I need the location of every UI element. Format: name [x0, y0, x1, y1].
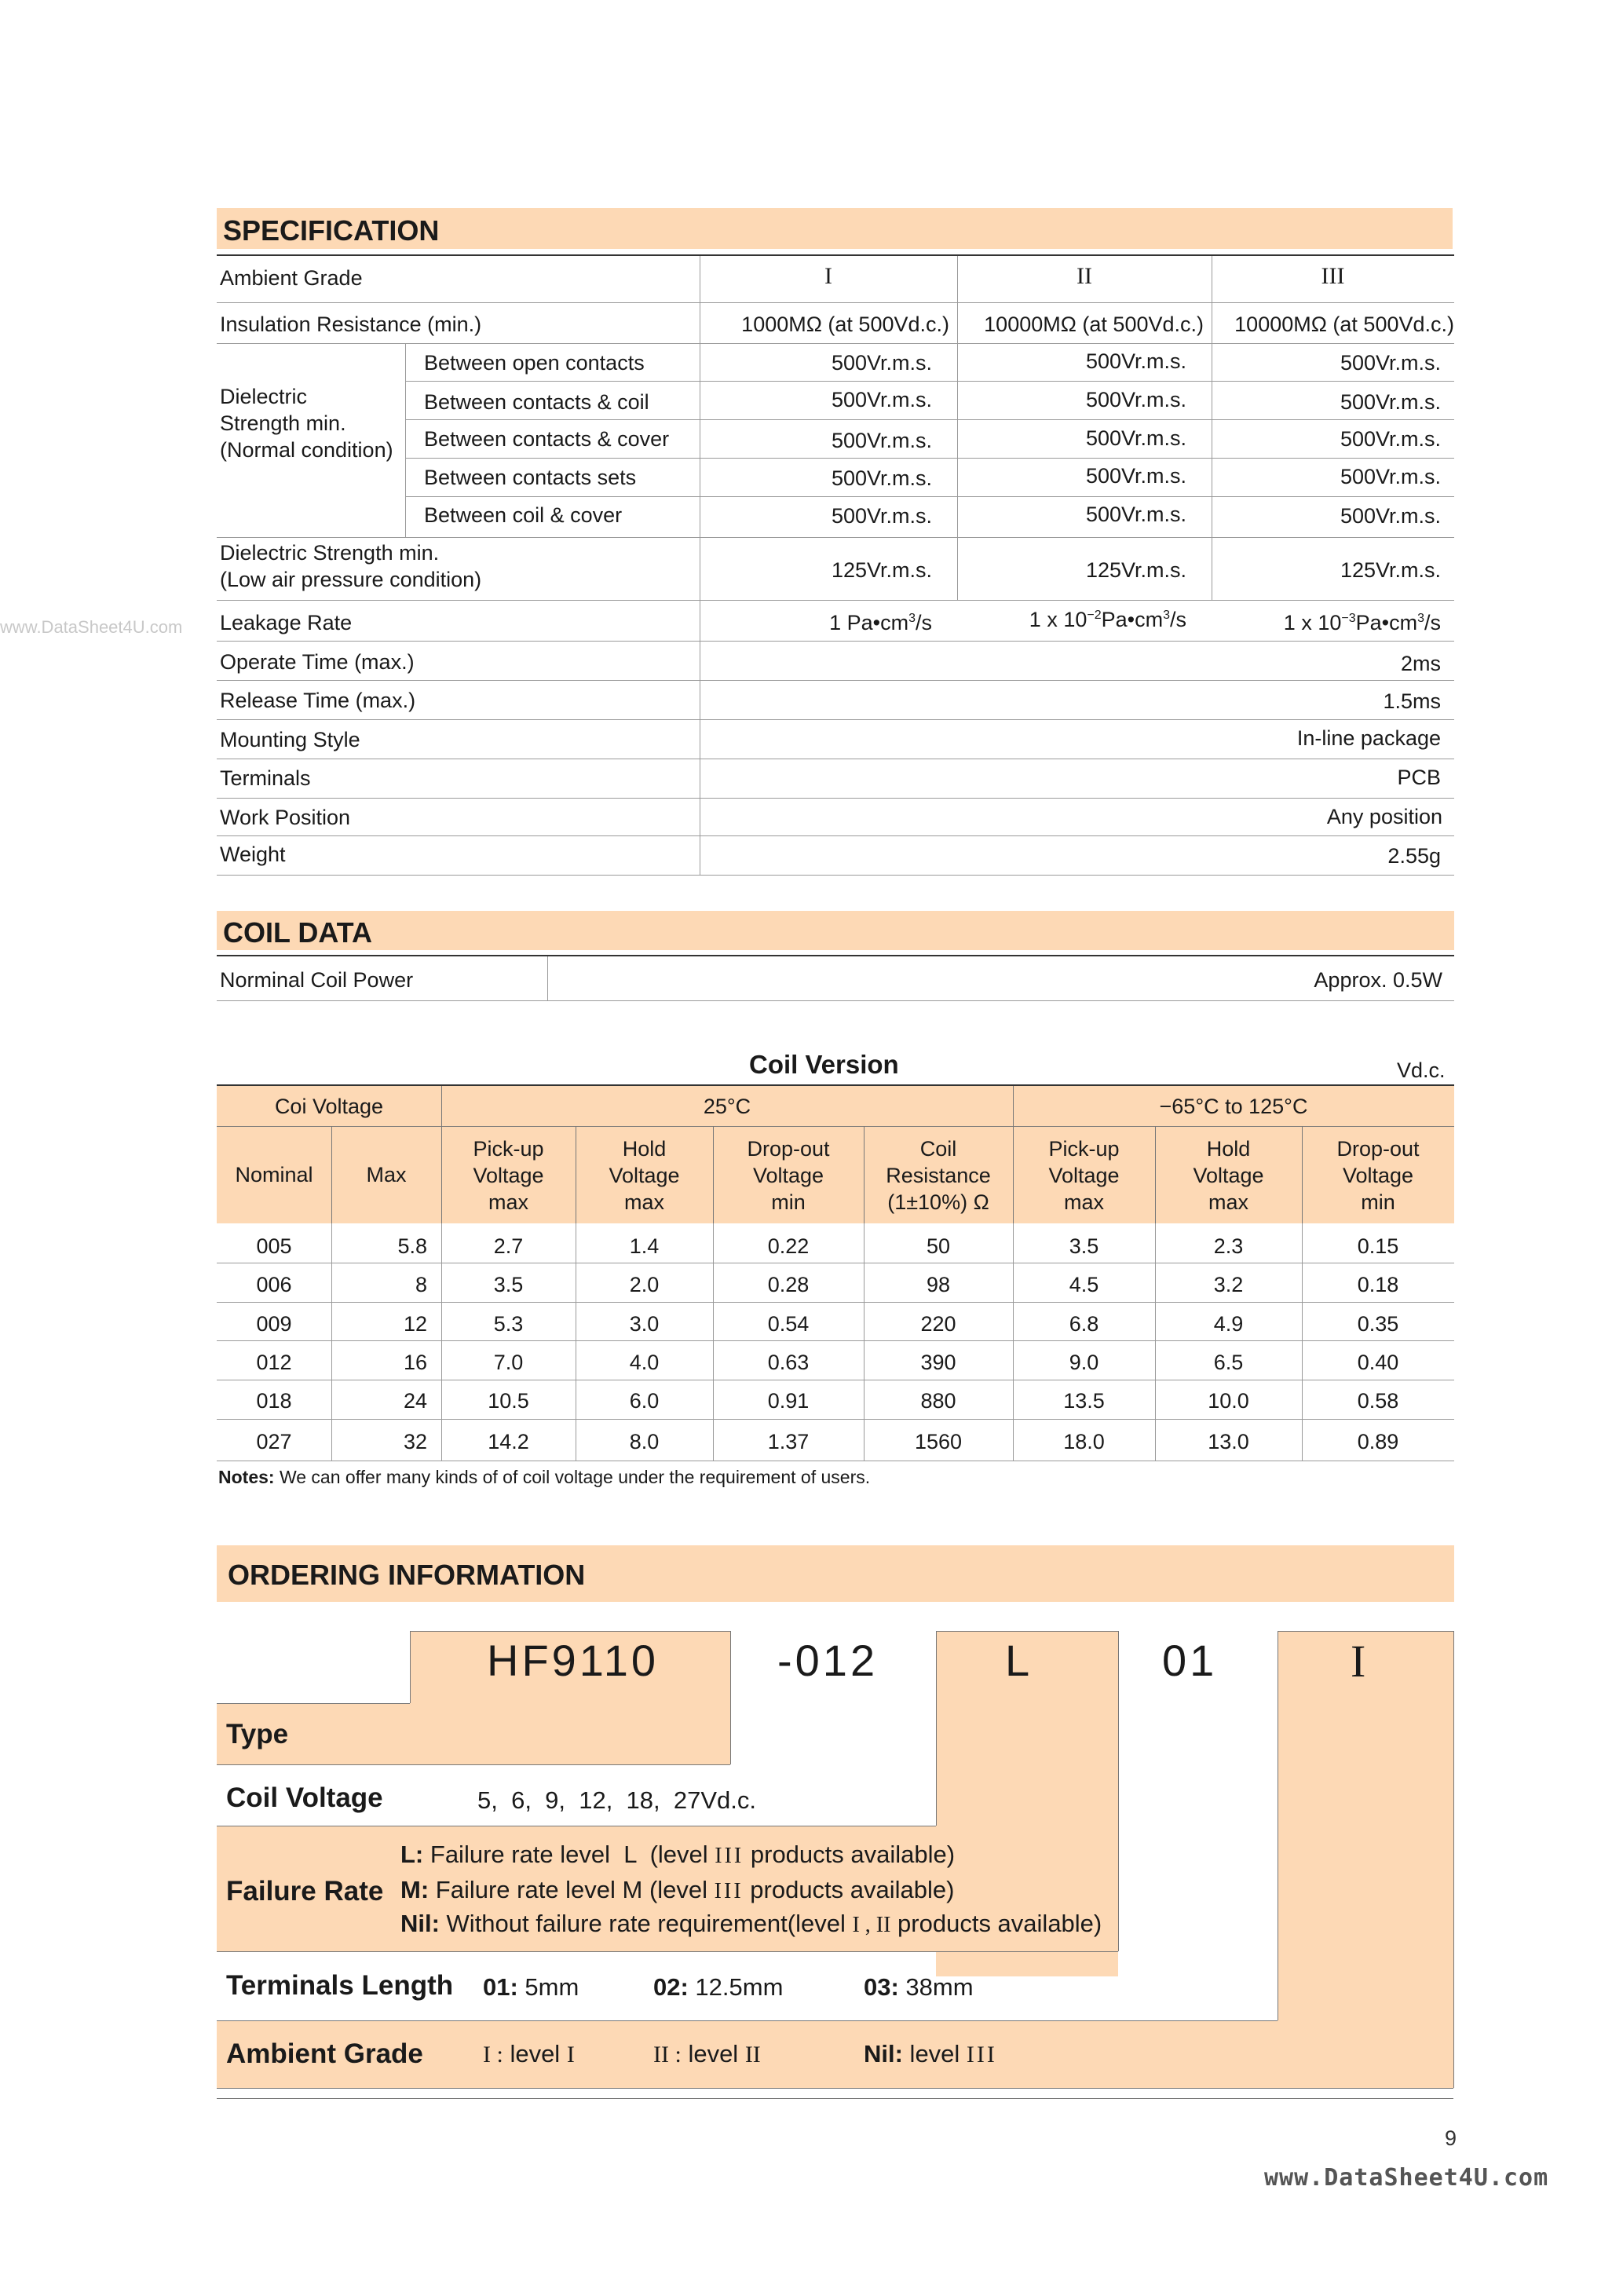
coil-cell: 9.0: [1069, 1351, 1099, 1374]
order-outline: [1278, 1631, 1453, 1632]
dielectric-low-label-1: Dielectric Strength min.: [220, 541, 440, 565]
coil-cell: 006: [256, 1273, 292, 1296]
ambient-mid: level: [681, 2040, 745, 2067]
order-outline: [936, 1631, 1118, 1632]
insulation-value-3: 10000MΩ (at 500Vd.c.): [1234, 313, 1454, 336]
coil-cell: 1.37: [767, 1430, 810, 1453]
spec-row-line: [217, 641, 1454, 642]
dielectric-row-value: 500Vr.m.s.: [831, 429, 932, 452]
th-line: Voltage: [609, 1164, 680, 1187]
coil-cell: 7.0: [493, 1351, 524, 1374]
terminals-option-1: [483, 1973, 579, 2002]
coil-body-divider: [864, 1223, 865, 1461]
order-outline: [217, 2020, 1278, 2021]
coil-cell: 0.63: [767, 1351, 810, 1374]
ambient-roman: II: [744, 2042, 761, 2067]
coil-data-bottom-rule: [217, 1000, 1454, 1001]
leakage-3-exp: −3: [1341, 612, 1356, 625]
notes-label: Notes:: [218, 1467, 275, 1487]
leakage-1-sup: 3: [908, 612, 916, 625]
dielectric-low-label-2: (Low air pressure condition): [220, 568, 482, 591]
failure-roman: III: [715, 1844, 744, 1868]
th-pickup-25: [441, 1135, 576, 1216]
dielectric-row-label: Between contacts sets: [424, 466, 637, 489]
failure-rate-line-2: [400, 1876, 954, 1904]
leakage-2-sup: 3: [1163, 609, 1170, 622]
terminal-key: 01:: [483, 1973, 518, 2001]
ambient-key: I :: [483, 2042, 503, 2067]
grade-1: I: [824, 263, 832, 289]
failure-rate-line-1: [400, 1841, 955, 1869]
order-outline: [730, 1631, 731, 1764]
dielectric-row-value: 500Vr.m.s.: [1340, 351, 1441, 375]
coil-data-top-rule: [217, 955, 1454, 956]
dielectric-row-value: 500Vr.m.s.: [831, 388, 932, 411]
coil-cell: 8.0: [629, 1430, 660, 1453]
coil-cell: 027: [256, 1430, 292, 1453]
dielectric-low-value-2: 125Vr.m.s.: [1085, 558, 1186, 582]
coil-cell: 0.15: [1357, 1234, 1399, 1258]
leakage-3-mid: Pa•cm: [1355, 611, 1418, 634]
coil-cell: 16: [403, 1351, 427, 1374]
coil-cell: 13.0: [1208, 1430, 1249, 1453]
coil-cell: 10.5: [488, 1389, 529, 1413]
coil-cell: 005: [256, 1234, 292, 1258]
coil-body-divider: [441, 1223, 442, 1461]
th-line: (1±10%) Ω: [887, 1190, 989, 1214]
th-line: Voltage: [1193, 1164, 1264, 1187]
terminals-length-label: Terminals Length: [226, 1970, 454, 2001]
coil-body-divider: [331, 1223, 332, 1461]
coil-cell: 50: [926, 1234, 951, 1258]
terminal-key: 03:: [864, 1973, 899, 2001]
coil-cell: 0.54: [767, 1312, 810, 1336]
order-bg-5: [1278, 1631, 1453, 2088]
ambient-roman: III: [966, 2042, 997, 2067]
spec-row-value: In-line package: [1296, 726, 1441, 750]
terminal-value: 5mm: [517, 1973, 579, 2001]
th-line: max: [1208, 1190, 1248, 1214]
spec-row-line: [405, 458, 1454, 459]
th-line: Voltage: [473, 1164, 544, 1187]
left-watermark: www.DataSheet4U.com: [0, 617, 183, 637]
coil-cell: 012: [256, 1351, 292, 1374]
dielectric-row-label: Between coil & cover: [424, 503, 623, 527]
coil-data-header: [217, 911, 1454, 950]
th-nominal: Nominal: [235, 1163, 313, 1186]
coil-cell: 12: [403, 1312, 427, 1336]
ambient-key: Nil:: [864, 2040, 903, 2067]
spec-row-line: [217, 719, 1454, 720]
spec-row-value: Any position: [1326, 805, 1442, 828]
coil-cell: 5.3: [493, 1312, 524, 1336]
failure-post: products available): [744, 1841, 956, 1868]
th-line: max: [488, 1190, 528, 1214]
coil-cell: 4.5: [1069, 1273, 1099, 1296]
specification-header: [217, 208, 1453, 249]
th-resistance: [864, 1135, 1013, 1216]
coil-row-line: [217, 1340, 1454, 1341]
coil-header-line: [217, 1126, 1454, 1127]
coil-cell: 0.40: [1357, 1351, 1399, 1374]
dielectric-label-line-2: Strength min.: [220, 411, 346, 435]
coil-cell: 5.8: [397, 1234, 427, 1258]
th-line: min: [1361, 1190, 1395, 1214]
order-code-failure: L: [1005, 1636, 1033, 1685]
coil-body-divider: [1155, 1223, 1156, 1461]
coil-voltage-value: 5, 6, 9, 12, 18, 27Vd.c.: [477, 1786, 757, 1814]
dielectric-label-line-1: Dielectric: [220, 385, 308, 408]
coil-cell: 0.58: [1357, 1389, 1399, 1413]
spec-row-line: [405, 496, 1454, 497]
spec-row-label: Operate Time (max.): [220, 650, 415, 674]
ordering-title: ORDERING INFORMATION: [228, 1559, 586, 1591]
leakage-value-1: [700, 611, 932, 635]
dielectric-row-value: 500Vr.m.s.: [831, 504, 932, 528]
th-line: Pick-up: [473, 1137, 544, 1161]
ambient-mid: level: [902, 2040, 967, 2067]
failure-text: Without failure rate requirement(level: [439, 1910, 853, 1937]
grade-2: II: [1077, 263, 1092, 289]
th-line: Hold: [1206, 1137, 1251, 1161]
coil-cell: 8: [415, 1273, 427, 1296]
coil-cell: 018: [256, 1389, 292, 1413]
order-outline: [217, 2088, 1453, 2089]
dielectric-row-value: 500Vr.m.s.: [831, 466, 932, 490]
failure-text: Failure rate level L (level: [423, 1841, 715, 1868]
leakage-2-post: /s: [1169, 608, 1186, 631]
insulation-value-1: 1000MΩ (at 500Vd.c.): [741, 313, 949, 336]
order-outline: [410, 1631, 411, 1703]
temp-range-header: −65°C to 125°C: [1159, 1095, 1308, 1118]
spec-row-line: [217, 835, 1454, 836]
coil-cell: 2.7: [493, 1234, 524, 1258]
terminal-value: 38mm: [898, 1973, 974, 2001]
failure-post: products available): [890, 1910, 1102, 1937]
coil-power-label: Norminal Coil Power: [220, 968, 414, 992]
ordering-header: [217, 1545, 1454, 1602]
order-outline: [217, 1951, 1118, 1952]
coil-cell: 1.4: [629, 1234, 660, 1258]
spec-row-line: [405, 381, 1454, 382]
coil-voltage-label: Coil Voltage: [226, 1782, 383, 1813]
failure-rate-label: Failure Rate: [226, 1876, 384, 1907]
coil-cell: 009: [256, 1312, 292, 1336]
spec-row-line: [217, 537, 1454, 538]
dielectric-row-value: 500Vr.m.s.: [1340, 427, 1441, 451]
footer-watermark: www.DataSheet4U.com: [1264, 2164, 1549, 2192]
coil-cell: 390: [920, 1351, 956, 1374]
th-line: Pick-up: [1048, 1137, 1120, 1161]
order-outline: [217, 1764, 730, 1765]
order-outline: [936, 1631, 937, 1826]
terminals-option-3: [864, 1973, 974, 2002]
spec-row-label: Mounting Style: [220, 728, 360, 751]
spec-row-label: Release Time (max.): [220, 689, 416, 712]
ambient-option-1: [483, 2040, 575, 2068]
coil-cell: 10.0: [1208, 1389, 1249, 1413]
coil-cell: 0.18: [1357, 1273, 1399, 1296]
th-dropout-25: [713, 1135, 864, 1216]
coil-cell: 0.35: [1357, 1312, 1399, 1336]
failure-key: M:: [400, 1876, 430, 1903]
spec-sub-divider: [405, 344, 406, 537]
order-outline: [217, 1703, 410, 1704]
temp-25-header: 25°C: [703, 1095, 751, 1118]
dielectric-label-line-3: (Normal condition): [220, 438, 393, 462]
coil-cell: 0.28: [767, 1273, 810, 1296]
coil-cell: 1560: [914, 1430, 963, 1453]
dielectric-row-value: 500Vr.m.s.: [1085, 388, 1186, 411]
type-label: Type: [226, 1719, 289, 1749]
coil-cell: 0.89: [1357, 1430, 1399, 1453]
coil-cell: 0.22: [767, 1234, 810, 1258]
coil-version-title: Coil Version: [749, 1050, 899, 1079]
coil-cell: 13.5: [1063, 1389, 1105, 1413]
notes-text: We can offer many kinds of of coil voltage under the requirement of users.: [274, 1467, 871, 1487]
dielectric-low-value-1: 125Vr.m.s.: [831, 558, 932, 582]
dielectric-row-value: 500Vr.m.s.: [1085, 426, 1186, 450]
coil-cell: 32: [403, 1430, 427, 1453]
spec-row-line: [217, 798, 1454, 799]
coil-data-title: COIL DATA: [223, 916, 372, 949]
coil-row-line: [217, 1419, 1454, 1420]
ambient-grade-order-label: Ambient Grade: [226, 2038, 423, 2069]
leakage-value-3: [1212, 611, 1441, 635]
terminal-value: 12.5mm: [688, 1973, 784, 2001]
coil-version-unit: Vd.c.: [1397, 1058, 1446, 1082]
dielectric-row-label: Between open contacts: [424, 351, 645, 375]
dielectric-row-value: 500Vr.m.s.: [1085, 464, 1186, 488]
th-max: Max: [366, 1163, 407, 1186]
dielectric-row-label: Between contacts & cover: [424, 427, 670, 451]
coil-cell: 18.0: [1063, 1430, 1105, 1453]
failure-roman: III: [714, 1879, 744, 1903]
spec-row-line: [217, 600, 1454, 601]
coil-cell: 24: [403, 1389, 427, 1413]
dielectric-row-value: 500Vr.m.s.: [1340, 390, 1441, 414]
coil-voltage-header: Coi Voltage: [274, 1095, 384, 1118]
coil-cell: 4.0: [629, 1351, 660, 1374]
coil-notes: [218, 1467, 870, 1488]
coil-cell: 220: [920, 1312, 956, 1336]
spec-row-value: 2ms: [1400, 652, 1441, 675]
leakage-value-2: [957, 608, 1186, 632]
order-code-voltage: -012: [777, 1636, 879, 1685]
terminal-key: 02:: [653, 1973, 689, 2001]
dielectric-row-value: 500Vr.m.s.: [1085, 503, 1186, 526]
order-outline: [1118, 1631, 1119, 1951]
th-line: Hold: [622, 1137, 667, 1161]
coil-cell: 3.5: [493, 1273, 524, 1296]
coil-cell: 2.0: [629, 1273, 660, 1296]
coil-body-divider: [1302, 1223, 1303, 1461]
ambient-roman: I: [566, 2042, 575, 2067]
dielectric-row-value: 500Vr.m.s.: [831, 351, 932, 375]
th-line: max: [1063, 1190, 1104, 1214]
order-outline: [1453, 1631, 1454, 2088]
dielectric-row-value: 500Vr.m.s.: [1085, 349, 1186, 373]
order-code-terminals: 01: [1162, 1636, 1218, 1685]
coil-cell: 2.3: [1213, 1234, 1244, 1258]
spec-row-label: Weight: [220, 843, 286, 866]
coil-cell: 3.0: [629, 1312, 660, 1336]
dielectric-low-value-3: 125Vr.m.s.: [1340, 558, 1441, 582]
coil-power-value: Approx. 0.5W: [1314, 968, 1442, 992]
coil-cell: 6.8: [1069, 1312, 1099, 1336]
failure-roman: I , II: [852, 1913, 891, 1937]
coil-cell: 3.2: [1213, 1273, 1244, 1296]
failure-rate-line-3: [400, 1910, 1102, 1938]
spec-row-line: [217, 343, 1454, 344]
spec-row-line: [405, 419, 1454, 420]
dielectric-row-label: Between contacts & coil: [424, 390, 649, 414]
th-line: Voltage: [1048, 1164, 1120, 1187]
coil-body-divider: [1013, 1223, 1014, 1461]
spec-row-line: [217, 680, 1454, 681]
th-line: max: [623, 1190, 664, 1214]
th-line: Drop-out: [747, 1137, 830, 1161]
coil-cell: 14.2: [488, 1430, 529, 1453]
specification-title: SPECIFICATION: [223, 214, 440, 247]
spec-row-value: PCB: [1397, 766, 1441, 789]
th-line: Drop-out: [1336, 1137, 1420, 1161]
order-bottom-rule: [217, 2098, 1453, 2099]
terminals-option-2: [653, 1973, 783, 2002]
page-number: 9: [1445, 2126, 1457, 2150]
coil-cell: 880: [920, 1389, 956, 1413]
spec-row-value: 2.55g: [1387, 844, 1441, 868]
failure-key: L:: [400, 1841, 424, 1868]
leakage-2-text: 1 x 10: [1029, 608, 1087, 631]
ambient-mid: level: [503, 2040, 567, 2067]
leakage-3-sup: 3: [1417, 612, 1424, 625]
leakage-3-text: 1 x 10: [1283, 611, 1342, 634]
spec-row-label: Terminals: [220, 766, 311, 790]
th-pickup-hot: [1013, 1135, 1155, 1216]
insulation-value-2: 10000MΩ (at 500Vd.c.): [984, 313, 1204, 336]
failure-text: Failure rate level M (level: [429, 1876, 715, 1903]
coil-cell: 98: [926, 1273, 951, 1296]
spec-row-value: 1.5ms: [1383, 689, 1441, 713]
th-dropout-hot: [1302, 1135, 1454, 1216]
failure-key: Nil:: [400, 1910, 440, 1937]
leakage-1-text: 1 Pa•cm: [829, 611, 909, 634]
th-line: Voltage: [752, 1164, 824, 1187]
coil-cell: 3.5: [1069, 1234, 1099, 1258]
coil-cell: 6.5: [1213, 1351, 1244, 1374]
dielectric-row-value: 500Vr.m.s.: [1340, 465, 1441, 488]
order-outline: [410, 1631, 730, 1632]
ambient-grade-label: Ambient Grade: [220, 266, 363, 290]
failure-post: products available): [743, 1876, 955, 1903]
order-bg-2: [217, 1703, 730, 1764]
insulation-label: Insulation Resistance (min.): [220, 313, 482, 336]
coil-row-line: [217, 1302, 1454, 1303]
th-line: Resistance: [886, 1164, 991, 1187]
ambient-option-2: [653, 2040, 761, 2068]
th-hold-hot: [1155, 1135, 1302, 1216]
coil-body-divider: [713, 1223, 714, 1461]
dielectric-row-value: 500Vr.m.s.: [1340, 504, 1441, 528]
spec-row-line: [217, 302, 1454, 303]
order-code-grade: I: [1351, 1636, 1369, 1687]
ambient-option-3: [864, 2040, 997, 2068]
leakage-2-exp: −2: [1087, 609, 1102, 622]
spec-top-rule: [217, 254, 1454, 256]
th-line: min: [771, 1190, 806, 1214]
spec-row-label: Work Position: [220, 806, 351, 829]
leakage-label: Leakage Rate: [220, 611, 353, 634]
th-hold-25: [576, 1135, 713, 1216]
leakage-1-post: /s: [915, 611, 932, 634]
spec-row-line: [217, 875, 1454, 876]
ambient-key: II :: [653, 2042, 682, 2067]
coil-cell: 4.9: [1213, 1312, 1244, 1336]
leakage-3-post: /s: [1424, 611, 1441, 634]
leakage-2-mid: Pa•cm: [1101, 608, 1164, 631]
grade-3: III: [1321, 263, 1345, 289]
coil-cell: 0.91: [767, 1389, 810, 1413]
th-line: Voltage: [1342, 1164, 1414, 1187]
th-line: Coil: [919, 1137, 957, 1161]
order-code-type: HF9110: [487, 1636, 660, 1685]
coil-cell: 6.0: [629, 1389, 660, 1413]
